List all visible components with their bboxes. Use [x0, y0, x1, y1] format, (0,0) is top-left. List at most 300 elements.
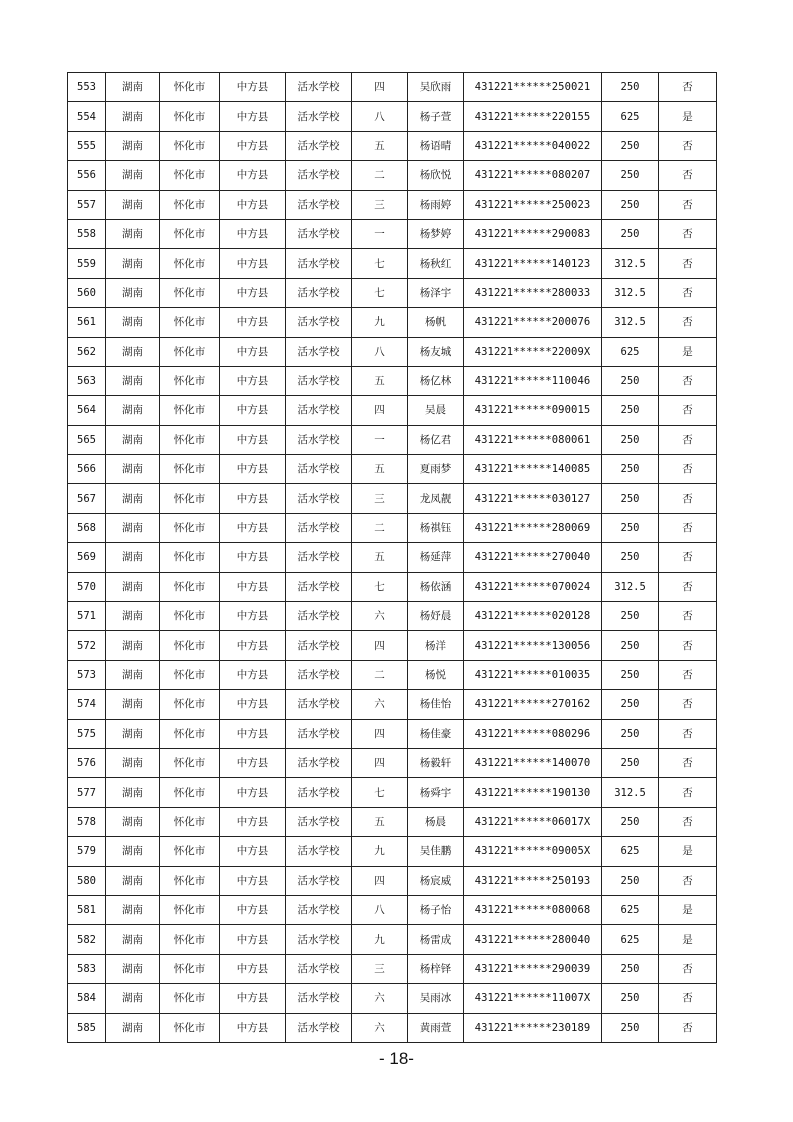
city-cell: 怀化市 — [160, 690, 220, 719]
province-cell: 湖南 — [106, 366, 160, 395]
table-row — [68, 308, 717, 337]
flag-cell: 否 — [659, 366, 717, 395]
grade-cell: 六 — [352, 690, 408, 719]
flag-cell: 是 — [659, 895, 717, 924]
province-cell: 湖南 — [106, 837, 160, 866]
table-row — [68, 631, 717, 660]
row-index-cell: 564 — [68, 396, 106, 425]
school-cell: 活水学校 — [286, 719, 352, 748]
table-row — [68, 249, 717, 278]
county-cell: 中方县 — [220, 131, 286, 160]
grade-cell: 三 — [352, 484, 408, 513]
row-index-cell: 555 — [68, 131, 106, 160]
id-number-cell: 431221******280069 — [464, 513, 602, 542]
amount-cell: 250 — [602, 631, 659, 660]
school-cell: 活水学校 — [286, 455, 352, 484]
amount-cell: 250 — [602, 543, 659, 572]
table-row — [68, 925, 717, 954]
amount-cell: 250 — [602, 396, 659, 425]
province-cell: 湖南 — [106, 425, 160, 454]
row-index-cell: 580 — [68, 866, 106, 895]
amount-cell: 250 — [602, 1013, 659, 1042]
school-cell: 活水学校 — [286, 513, 352, 542]
school-cell: 活水学校 — [286, 984, 352, 1013]
row-index-cell: 566 — [68, 455, 106, 484]
school-cell: 活水学校 — [286, 837, 352, 866]
school-cell: 活水学校 — [286, 807, 352, 836]
table-row — [68, 984, 717, 1013]
flag-cell: 是 — [659, 925, 717, 954]
city-cell: 怀化市 — [160, 807, 220, 836]
flag-cell: 否 — [659, 807, 717, 836]
grade-cell: 八 — [352, 895, 408, 924]
city-cell: 怀化市 — [160, 572, 220, 601]
county-cell: 中方县 — [220, 455, 286, 484]
city-cell: 怀化市 — [160, 396, 220, 425]
amount-cell: 250 — [602, 513, 659, 542]
id-number-cell: 431221******06017X — [464, 807, 602, 836]
county-cell: 中方县 — [220, 308, 286, 337]
row-index-cell: 571 — [68, 602, 106, 631]
city-cell: 怀化市 — [160, 895, 220, 924]
amount-cell: 625 — [602, 102, 659, 131]
city-cell: 怀化市 — [160, 425, 220, 454]
row-index-cell: 553 — [68, 73, 106, 102]
school-cell: 活水学校 — [286, 249, 352, 278]
row-index-cell: 557 — [68, 190, 106, 219]
city-cell: 怀化市 — [160, 102, 220, 131]
amount-cell: 250 — [602, 807, 659, 836]
flag-cell: 否 — [659, 631, 717, 660]
school-cell: 活水学校 — [286, 161, 352, 190]
table-row — [68, 778, 717, 807]
table-row — [68, 484, 717, 513]
grade-cell: 三 — [352, 954, 408, 983]
province-cell: 湖南 — [106, 337, 160, 366]
id-number-cell: 431221******140070 — [464, 748, 602, 777]
student-name-cell: 黄雨萱 — [408, 1013, 464, 1042]
student-name-cell: 杨子怡 — [408, 895, 464, 924]
student-name-cell: 杨依涵 — [408, 572, 464, 601]
id-number-cell: 431221******190130 — [464, 778, 602, 807]
county-cell: 中方县 — [220, 778, 286, 807]
flag-cell: 否 — [659, 602, 717, 631]
city-cell: 怀化市 — [160, 455, 220, 484]
flag-cell: 否 — [659, 954, 717, 983]
school-cell: 活水学校 — [286, 425, 352, 454]
grade-cell: 七 — [352, 778, 408, 807]
row-index-cell: 574 — [68, 690, 106, 719]
row-index-cell: 577 — [68, 778, 106, 807]
flag-cell: 否 — [659, 543, 717, 572]
id-number-cell: 431221******040022 — [464, 131, 602, 160]
flag-cell: 否 — [659, 219, 717, 248]
amount-cell: 625 — [602, 337, 659, 366]
county-cell: 中方县 — [220, 102, 286, 131]
flag-cell: 否 — [659, 866, 717, 895]
row-index-cell: 559 — [68, 249, 106, 278]
row-index-cell: 569 — [68, 543, 106, 572]
student-name-cell: 杨帆 — [408, 308, 464, 337]
county-cell: 中方县 — [220, 1013, 286, 1042]
id-number-cell: 431221******22009X — [464, 337, 602, 366]
school-cell: 活水学校 — [286, 131, 352, 160]
student-name-cell: 杨舜宇 — [408, 778, 464, 807]
county-cell: 中方县 — [220, 631, 286, 660]
row-index-cell: 562 — [68, 337, 106, 366]
table-row — [68, 954, 717, 983]
city-cell: 怀化市 — [160, 631, 220, 660]
school-cell: 活水学校 — [286, 866, 352, 895]
grade-cell: 七 — [352, 249, 408, 278]
school-cell: 活水学校 — [286, 660, 352, 689]
table-row — [68, 690, 717, 719]
amount-cell: 625 — [602, 837, 659, 866]
student-name-cell: 杨语晴 — [408, 131, 464, 160]
city-cell: 怀化市 — [160, 513, 220, 542]
county-cell: 中方县 — [220, 719, 286, 748]
row-index-cell: 561 — [68, 308, 106, 337]
amount-cell: 250 — [602, 131, 659, 160]
county-cell: 中方县 — [220, 513, 286, 542]
student-name-cell: 杨佳怡 — [408, 690, 464, 719]
flag-cell: 否 — [659, 190, 717, 219]
city-cell: 怀化市 — [160, 1013, 220, 1042]
student-name-cell: 杨子萱 — [408, 102, 464, 131]
id-number-cell: 431221******270162 — [464, 690, 602, 719]
flag-cell: 否 — [659, 484, 717, 513]
county-cell: 中方县 — [220, 219, 286, 248]
row-index-cell: 568 — [68, 513, 106, 542]
amount-cell: 250 — [602, 190, 659, 219]
county-cell: 中方县 — [220, 190, 286, 219]
row-index-cell: 570 — [68, 572, 106, 601]
student-name-cell: 杨悦 — [408, 660, 464, 689]
student-name-cell: 杨毅轩 — [408, 748, 464, 777]
row-index-cell: 560 — [68, 278, 106, 307]
id-number-cell: 431221******070024 — [464, 572, 602, 601]
row-index-cell: 585 — [68, 1013, 106, 1042]
province-cell: 湖南 — [106, 102, 160, 131]
grade-cell: 四 — [352, 866, 408, 895]
city-cell: 怀化市 — [160, 190, 220, 219]
table-row — [68, 572, 717, 601]
flag-cell: 否 — [659, 513, 717, 542]
flag-cell: 否 — [659, 455, 717, 484]
grade-cell: 五 — [352, 543, 408, 572]
province-cell: 湖南 — [106, 925, 160, 954]
row-index-cell: 581 — [68, 895, 106, 924]
row-index-cell: 573 — [68, 660, 106, 689]
id-number-cell: 431221******140123 — [464, 249, 602, 278]
province-cell: 湖南 — [106, 249, 160, 278]
province-cell: 湖南 — [106, 396, 160, 425]
table-row — [68, 396, 717, 425]
grade-cell: 五 — [352, 807, 408, 836]
province-cell: 湖南 — [106, 807, 160, 836]
grade-cell: 六 — [352, 602, 408, 631]
school-cell: 活水学校 — [286, 308, 352, 337]
student-name-cell: 杨妤晨 — [408, 602, 464, 631]
grade-cell: 一 — [352, 219, 408, 248]
province-cell: 湖南 — [106, 984, 160, 1013]
grade-cell: 九 — [352, 308, 408, 337]
province-cell: 湖南 — [106, 219, 160, 248]
flag-cell: 否 — [659, 572, 717, 601]
grade-cell: 五 — [352, 366, 408, 395]
row-index-cell: 582 — [68, 925, 106, 954]
flag-cell: 否 — [659, 660, 717, 689]
table-row — [68, 425, 717, 454]
table-row — [68, 543, 717, 572]
city-cell: 怀化市 — [160, 131, 220, 160]
table-row — [68, 102, 717, 131]
records-sheet — [67, 72, 717, 1043]
records-table-body — [68, 73, 717, 1043]
city-cell: 怀化市 — [160, 337, 220, 366]
row-index-cell: 578 — [68, 807, 106, 836]
city-cell: 怀化市 — [160, 954, 220, 983]
school-cell: 活水学校 — [286, 190, 352, 219]
id-number-cell: 431221******110046 — [464, 366, 602, 395]
student-name-cell: 杨雷成 — [408, 925, 464, 954]
county-cell: 中方县 — [220, 366, 286, 395]
id-number-cell: 431221******130056 — [464, 631, 602, 660]
amount-cell: 250 — [602, 866, 659, 895]
amount-cell: 250 — [602, 73, 659, 102]
flag-cell: 是 — [659, 337, 717, 366]
province-cell: 湖南 — [106, 572, 160, 601]
county-cell: 中方县 — [220, 484, 286, 513]
grade-cell: 四 — [352, 631, 408, 660]
county-cell: 中方县 — [220, 895, 286, 924]
table-row — [68, 278, 717, 307]
flag-cell: 否 — [659, 278, 717, 307]
city-cell: 怀化市 — [160, 837, 220, 866]
city-cell: 怀化市 — [160, 925, 220, 954]
province-cell: 湖南 — [106, 513, 160, 542]
id-number-cell: 431221******090015 — [464, 396, 602, 425]
row-index-cell: 575 — [68, 719, 106, 748]
id-number-cell: 431221******290083 — [464, 219, 602, 248]
school-cell: 活水学校 — [286, 895, 352, 924]
flag-cell: 否 — [659, 396, 717, 425]
id-number-cell: 431221******250193 — [464, 866, 602, 895]
records-table — [67, 72, 717, 1043]
province-cell: 湖南 — [106, 954, 160, 983]
student-name-cell: 龙凤靓 — [408, 484, 464, 513]
county-cell: 中方县 — [220, 425, 286, 454]
student-name-cell: 杨祺钰 — [408, 513, 464, 542]
school-cell: 活水学校 — [286, 484, 352, 513]
student-name-cell: 杨泽宇 — [408, 278, 464, 307]
grade-cell: 七 — [352, 278, 408, 307]
table-row — [68, 660, 717, 689]
id-number-cell: 431221******080296 — [464, 719, 602, 748]
id-number-cell: 431221******080061 — [464, 425, 602, 454]
province-cell: 湖南 — [106, 278, 160, 307]
row-index-cell: 565 — [68, 425, 106, 454]
county-cell: 中方县 — [220, 925, 286, 954]
county-cell: 中方县 — [220, 73, 286, 102]
county-cell: 中方县 — [220, 690, 286, 719]
row-index-cell: 579 — [68, 837, 106, 866]
student-name-cell: 杨亿君 — [408, 425, 464, 454]
id-number-cell: 431221******200076 — [464, 308, 602, 337]
amount-cell: 312.5 — [602, 572, 659, 601]
page-number: - 18- — [379, 1049, 414, 1068]
student-name-cell: 杨梦婷 — [408, 219, 464, 248]
grade-cell: 八 — [352, 337, 408, 366]
table-row — [68, 1013, 717, 1042]
table-row — [68, 807, 717, 836]
student-name-cell: 杨晨 — [408, 807, 464, 836]
city-cell: 怀化市 — [160, 748, 220, 777]
county-cell: 中方县 — [220, 337, 286, 366]
grade-cell: 四 — [352, 396, 408, 425]
amount-cell: 625 — [602, 895, 659, 924]
school-cell: 活水学校 — [286, 543, 352, 572]
city-cell: 怀化市 — [160, 719, 220, 748]
school-cell: 活水学校 — [286, 278, 352, 307]
student-name-cell: 杨亿林 — [408, 366, 464, 395]
student-name-cell: 吴欣雨 — [408, 73, 464, 102]
school-cell: 活水学校 — [286, 572, 352, 601]
amount-cell: 312.5 — [602, 249, 659, 278]
grade-cell: 八 — [352, 102, 408, 131]
amount-cell: 250 — [602, 954, 659, 983]
table-row — [68, 837, 717, 866]
amount-cell: 250 — [602, 219, 659, 248]
province-cell: 湖南 — [106, 866, 160, 895]
province-cell: 湖南 — [106, 690, 160, 719]
id-number-cell: 431221******140085 — [464, 455, 602, 484]
row-index-cell: 583 — [68, 954, 106, 983]
county-cell: 中方县 — [220, 543, 286, 572]
table-row — [68, 866, 717, 895]
id-number-cell: 431221******080068 — [464, 895, 602, 924]
province-cell: 湖南 — [106, 73, 160, 102]
flag-cell: 否 — [659, 73, 717, 102]
school-cell: 活水学校 — [286, 925, 352, 954]
city-cell: 怀化市 — [160, 161, 220, 190]
student-name-cell: 杨友城 — [408, 337, 464, 366]
city-cell: 怀化市 — [160, 308, 220, 337]
id-number-cell: 431221******280033 — [464, 278, 602, 307]
school-cell: 活水学校 — [286, 219, 352, 248]
table-row — [68, 131, 717, 160]
province-cell: 湖南 — [106, 455, 160, 484]
flag-cell: 否 — [659, 131, 717, 160]
province-cell: 湖南 — [106, 778, 160, 807]
county-cell: 中方县 — [220, 954, 286, 983]
id-number-cell: 431221******010035 — [464, 660, 602, 689]
county-cell: 中方县 — [220, 837, 286, 866]
city-cell: 怀化市 — [160, 73, 220, 102]
grade-cell: 六 — [352, 1013, 408, 1042]
grade-cell: 四 — [352, 73, 408, 102]
province-cell: 湖南 — [106, 484, 160, 513]
county-cell: 中方县 — [220, 396, 286, 425]
table-row — [68, 602, 717, 631]
flag-cell: 是 — [659, 102, 717, 131]
amount-cell: 312.5 — [602, 778, 659, 807]
id-number-cell: 431221******250023 — [464, 190, 602, 219]
flag-cell: 否 — [659, 690, 717, 719]
grade-cell: 二 — [352, 161, 408, 190]
grade-cell: 二 — [352, 660, 408, 689]
row-index-cell: 572 — [68, 631, 106, 660]
id-number-cell: 431221******080207 — [464, 161, 602, 190]
grade-cell: 五 — [352, 455, 408, 484]
student-name-cell: 杨宸威 — [408, 866, 464, 895]
flag-cell: 否 — [659, 778, 717, 807]
table-row — [68, 748, 717, 777]
flag-cell: 是 — [659, 837, 717, 866]
school-cell: 活水学校 — [286, 748, 352, 777]
amount-cell: 250 — [602, 690, 659, 719]
grade-cell: 九 — [352, 837, 408, 866]
amount-cell: 250 — [602, 455, 659, 484]
school-cell: 活水学校 — [286, 690, 352, 719]
school-cell: 活水学校 — [286, 602, 352, 631]
table-row — [68, 337, 717, 366]
flag-cell: 否 — [659, 1013, 717, 1042]
student-name-cell: 吴雨冰 — [408, 984, 464, 1013]
row-index-cell: 554 — [68, 102, 106, 131]
id-number-cell: 431221******220155 — [464, 102, 602, 131]
province-cell: 湖南 — [106, 308, 160, 337]
grade-cell: 七 — [352, 572, 408, 601]
id-number-cell: 431221******020128 — [464, 602, 602, 631]
province-cell: 湖南 — [106, 602, 160, 631]
county-cell: 中方县 — [220, 866, 286, 895]
amount-cell: 250 — [602, 425, 659, 454]
row-index-cell: 567 — [68, 484, 106, 513]
county-cell: 中方县 — [220, 748, 286, 777]
id-number-cell: 431221******030127 — [464, 484, 602, 513]
student-name-cell: 杨秋红 — [408, 249, 464, 278]
county-cell: 中方县 — [220, 572, 286, 601]
school-cell: 活水学校 — [286, 1013, 352, 1042]
city-cell: 怀化市 — [160, 219, 220, 248]
row-index-cell: 556 — [68, 161, 106, 190]
province-cell: 湖南 — [106, 748, 160, 777]
school-cell: 活水学校 — [286, 102, 352, 131]
row-index-cell: 558 — [68, 219, 106, 248]
id-number-cell: 431221******09005X — [464, 837, 602, 866]
province-cell: 湖南 — [106, 660, 160, 689]
flag-cell: 否 — [659, 425, 717, 454]
county-cell: 中方县 — [220, 984, 286, 1013]
school-cell: 活水学校 — [286, 73, 352, 102]
city-cell: 怀化市 — [160, 660, 220, 689]
id-number-cell: 431221******11007X — [464, 984, 602, 1013]
id-number-cell: 431221******290039 — [464, 954, 602, 983]
amount-cell: 250 — [602, 602, 659, 631]
amount-cell: 250 — [602, 748, 659, 777]
student-name-cell: 吴晨 — [408, 396, 464, 425]
grade-cell: 一 — [352, 425, 408, 454]
city-cell: 怀化市 — [160, 543, 220, 572]
student-name-cell: 杨雨婷 — [408, 190, 464, 219]
grade-cell: 四 — [352, 719, 408, 748]
school-cell: 活水学校 — [286, 337, 352, 366]
grade-cell: 四 — [352, 748, 408, 777]
student-name-cell: 杨洋 — [408, 631, 464, 660]
table-row — [68, 455, 717, 484]
grade-cell: 九 — [352, 925, 408, 954]
